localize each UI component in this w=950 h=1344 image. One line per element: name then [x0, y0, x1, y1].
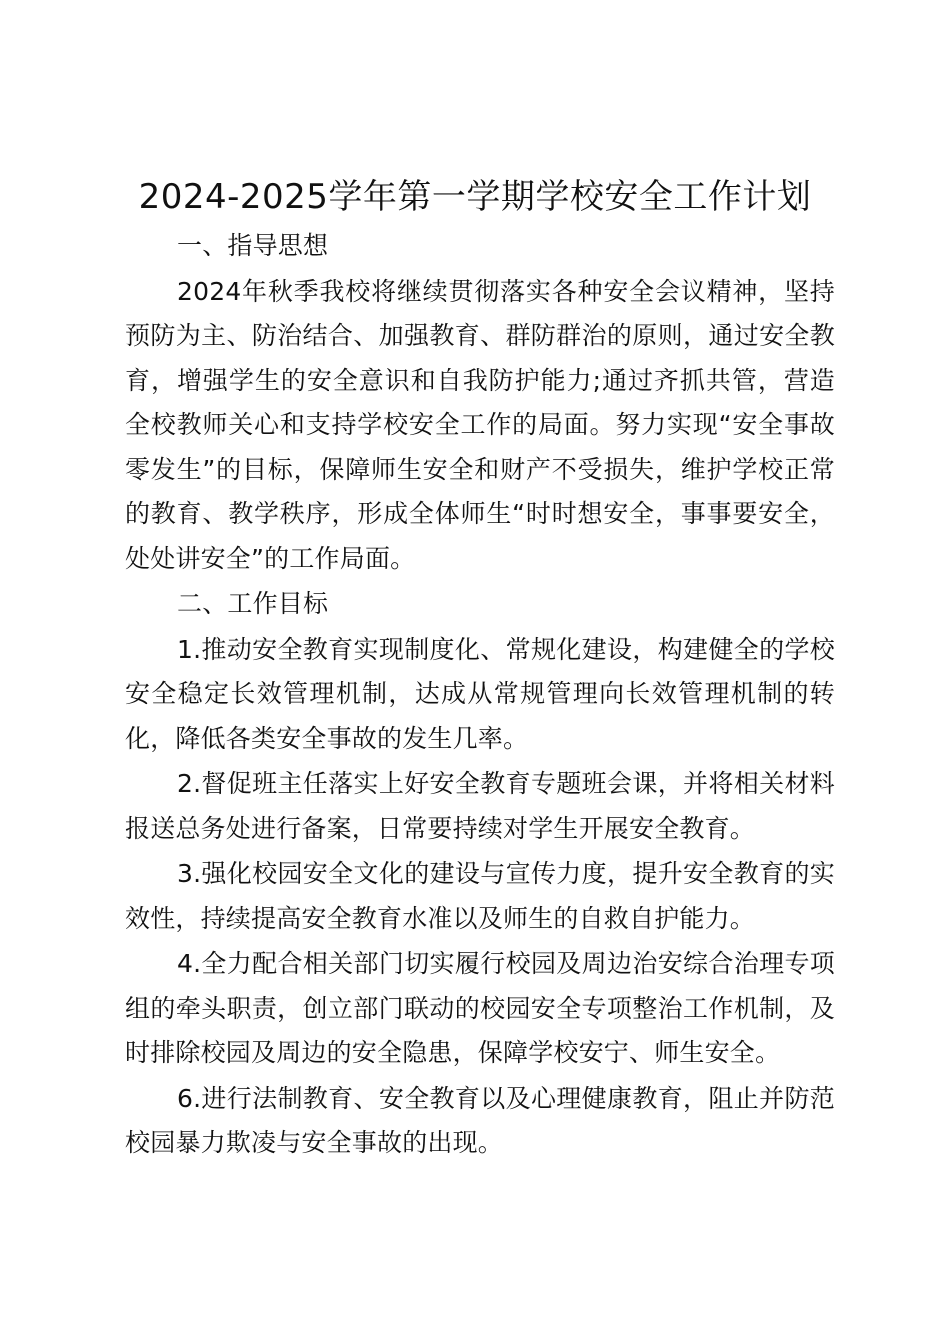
paragraph-goal-6: 6.进行法制教育、安全教育以及心理健康教育，阻止并防范校园暴力欺凌与安全事故的出现。: [125, 1083, 835, 1157]
paragraph-goal-3: 3.强化校园安全文化的建设与宣传力度，提升安全教育的实效性，持续提高安全教育水准以及师生的自救自护能力。: [125, 859, 835, 933]
section-heading-work-goals: 二、工作目标: [177, 589, 329, 618]
document-body: [125, 224, 835, 1167]
paragraph-guiding-ideology: 2024年秋季我校将继续贯彻落实各种安全会议精神，坚持预防为主、防治结合、加强教育、群防群治的原则，通过安全教育，增强学生的安全意识和自我防护能力;通过齐抓共管，营造全校教师关心和支持学校安全工作的局面。努力实现“安全事故零发生”的目标，保障师生安全和财产不受损失，维护学校正常的教育、教学秩序，形成全体师生“时时想安全，事事要安全，处处讲安全”的工作局面。: [125, 276, 835, 573]
paragraph-goal-2: 2.督促班主任落实上好安全教育专题班会课，并将相关材料报送总务处进行备案，日常要持续对学生开展安全教育。: [125, 769, 835, 843]
document-title: 2024-2025学年第一学期学校安全工作计划: [138, 177, 812, 217]
section-heading-guiding-ideology: 一、指导思想: [177, 231, 329, 260]
paragraph-goal-4: 4.全力配合相关部门切实履行校园及周边治安综合治理专项组的牵头职责，创立部门联动的校园安全专项整治工作机制，及时排除校园及周边的安全隐患，保障学校安宁、师生安全。: [125, 949, 835, 1067]
paragraph-goal-1: 1.推动安全教育实现制度化、常规化建设，构建健全的学校安全稳定长效管理机制，达成从常规管理向长效管理机制的转化，降低各类安全事故的发生几率。: [125, 634, 835, 753]
